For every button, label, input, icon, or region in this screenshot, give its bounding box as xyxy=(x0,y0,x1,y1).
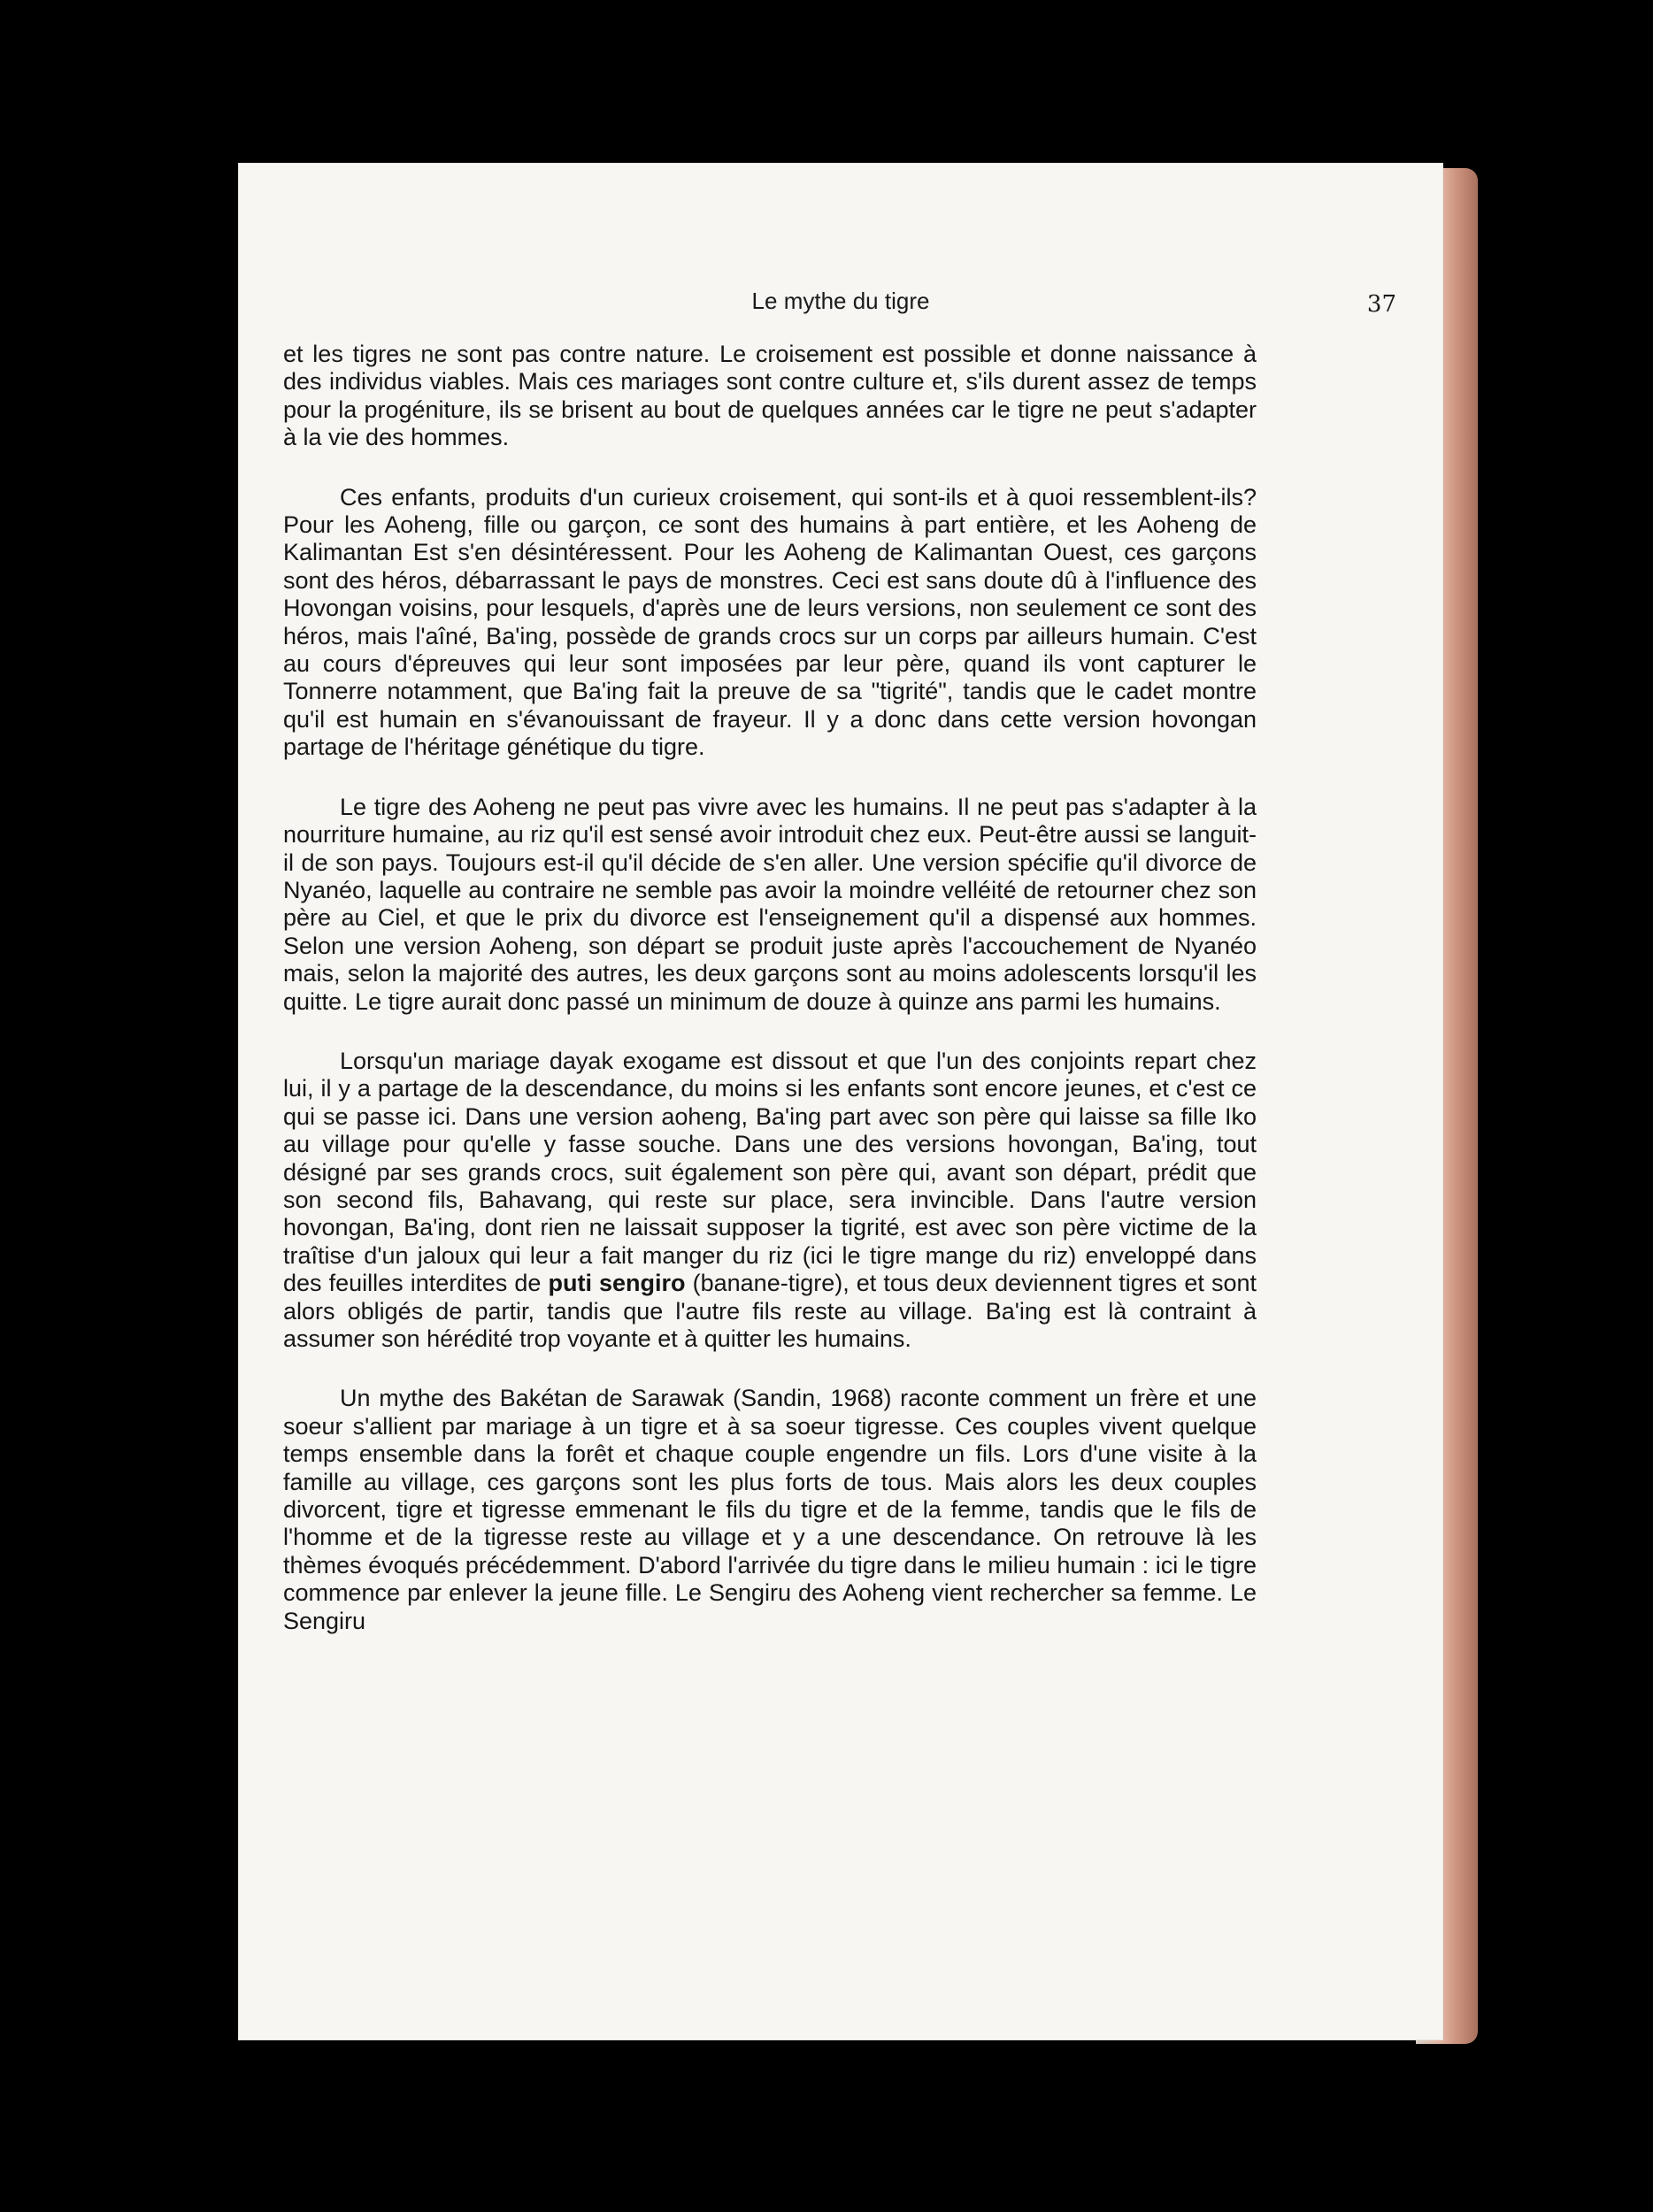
paragraph: Le tigre des Aoheng ne peut pas vivre avec les humains. Il ne peut pas s'adapter à la nourriture humaine, au riz qu'il est sensé avoir introduit chez eux. Peut-être aussi se languit-il de son pays. Toujours est-il qu'il décide de s'en aller. Une version spécifie qu'il divorce de Nyanéo, laquelle au contraire ne semble pas avoir la moindre velléité de retourner chez son père au Ciel, et que le prix du divorce est l'enseignement qu'il a dispensé aux hommes. Selon une version Aoheng, son départ se produit juste après l'accouchement de Nyanéo mais, selon la majorité des autres, les deux garçons sont au moins adolescents lorsqu'il les quitte. Le tigre aurait donc passé un minimum de douze à quinze ans parmi les humains. xyxy=(283,793,1257,1015)
paragraph xyxy=(283,1048,1257,1353)
paragraph: Un mythe des Bakétan de Sarawak (Sandin, 1968) raconte comment un frère et une soeur s'allient par mariage à un tigre et à sa soeur tigresse. Ces couples vivent quelque temps ensemble dans la forêt et chaque couple engendre un fils. Lors d'une visite à la famille au village, ces garçons sont les plus forts de tous. Mais alors les deux couples divorcent, tigre et tigresse emmenant le fils du tigre et de la femme, tandis que le fils de l'homme et de la tigresse reste au village et y a une descendance. On retrouve là les thèmes évoqués précédemment. D'abord l'arrivée du tigre dans le milieu humain : ici le tigre commence par enlever la jeune fille. Le Sengiru des Aoheng vient rechercher sa femme. Le Sengiru xyxy=(283,1385,1257,1634)
page-header xyxy=(239,288,1442,323)
paragraph: et les tigres ne sont pas contre nature. Le croisement est possible et donne naissance à des individus viables. Mais ces mariages sont contre culture et, s'ils durent assez de temps pour la progéniture, ils se brisent au bout de quelques années car le tigre ne peut s'adapter à la vie des hommes. xyxy=(283,341,1257,451)
bold-term: puti sengiro xyxy=(548,1270,686,1297)
paragraph: Ces enfants, produits d'un curieux croisement, qui sont-ils et à quoi ressemblent-ils? Pour les Aoheng, fille ou garçon, ce sont des humains à part entière, et les Aoheng de Kalimantan Est s'en désintéressent. Pour les Aoheng de Kalimantan Ouest, ces garçons sont des héros, débarrassant le pays de monstres. Ceci est sans doute dû à l'influence des Hovongan voisins, pour lesquels, d'après une de leurs versions, non seulement ce sont des héros, mais l'aîné, Ba'ing, possède de grands crocs sur un corps par ailleurs humain. C'est au cours d'épreuves qui leur sont imposées par leur père, quand ils vont capturer le Tonnerre notamment, que Ba'ing fait la preuve de sa "tigrité", tandis que le cadet montre qu'il est humain en s'évanouissant de frayeur. Il y a donc dans cette version hovongan partage de l'héritage génétique du tigre. xyxy=(283,483,1257,761)
running-title: Le mythe du tigre xyxy=(751,288,930,314)
page-number: 37 xyxy=(1366,291,1396,318)
paragraph-text: Lorsqu'un mariage dayak exogame est dissout et que l'un des conjoints repart chez lui, il y a partage de la descendance, du moins si les enfants sont encore jeunes, et c'est ce qui se passe ici. Dans une version aoheng, Ba'ing part avec son père qui laisse sa fille Iko au village pour qu'elle y fasse souche. Dans une des versions hovongan, Ba'ing, tout désigné par ses grands crocs, suit également son père qui, avant son départ, prédit que son second fils, Bahavang, qui reste sur place, sera invincible. Dans l'autre version hovongan, Ba'ing, dont rien ne laissait supposer la tigrité, est avec son père victime de la traîtise d'un jaloux qui leur a fait manger du riz (ici le tigre mange du riz) enveloppé dans des feuilles interdites de xyxy=(283,1047,1257,1297)
body-text xyxy=(283,341,1257,1667)
book-page xyxy=(239,164,1442,2039)
paragraph-text: (banane-tigre), et tous deux deviennent tigres et sont alors obligés de partir, tandis que l'autre fils reste au village. Ba'ing est là contraint à assumer son hérédité trop voyante et à quitter les humains. xyxy=(283,1270,1257,1352)
